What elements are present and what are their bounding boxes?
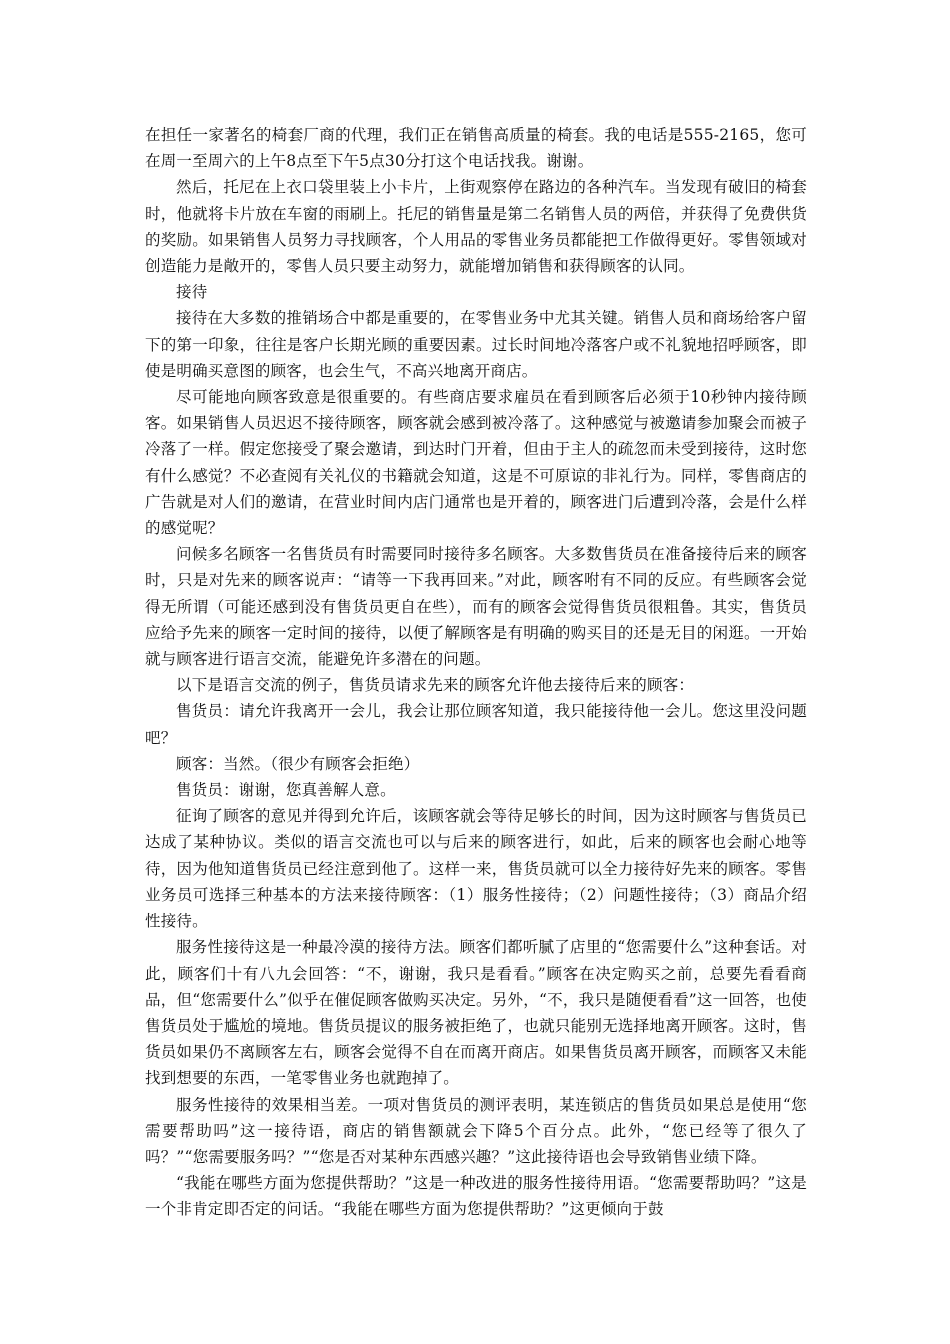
section-heading-reception: 接待 bbox=[176, 283, 208, 302]
paragraph-3: 接待在大多数的推销场合中都是重要的，在零售业务中尤其关键。销售人员和商场给客户留下的第一印象，往往是客户长期光顾的重要因素。过长时间地冷落客户或不礼貌地招呼顾客，即使是明确买意图的顾客，也会生气，不高兴地离开商店。 bbox=[145, 309, 807, 380]
paragraph-10: “我能在哪些方面为您提供帮助？”这是一种改进的服务性接待用语。“您需要帮助吗？”这是一个非肯定即否定的问话。“我能在哪些方面为您提供帮助？”这更倾向于鼓 bbox=[145, 1174, 807, 1219]
paragraph-1: 在担任一家著名的椅套厂商的代理，我们正在销售高质量的椅套。我的电话是555-2165，您可在周一至周六的上午8点至下午5点30分打这个电话找我。谢谢。 bbox=[145, 126, 807, 171]
paragraph-9: 服务性接待的效果相当差。一项对售货员的测评表明，某连锁店的售货员如果总是使用“您需要帮助吗”这一接待语，商店的销售额就会下降5个百分点。此外，“您已经等了很久了吗？”“您需要服务吗？”“您是否对某种东西感兴趣？”这此接待语也会导致销售业绩下降。 bbox=[145, 1095, 807, 1166]
dialogue-line-2: 顾客：当然。（很少有顾客会拒绝） bbox=[176, 754, 420, 773]
dialogue-line-3: 售货员：谢谢，您真善解人意。 bbox=[176, 781, 396, 800]
paragraph-6: 以下是语言交流的例子，售货员请求先来的顾客允许他去接待后来的顾客： bbox=[176, 676, 695, 695]
paragraph-8: 服务性接待这是一种最冷漠的接待方法。顾客们都听腻了店里的“您需要什么”这种套话。对此，顾客们十有八九会回答：“不，谢谢，我只是看看。”顾客在决定购买之前，总要先看看商品，但“您需要什么”似乎在催促顾客做购买决定。另外，“不，我只是随便看看”这一回答，也使售货员处于尴尬的境地。售货员提议的服务被拒绝了，也就只能别无选择地离开顾客。这时，售货员如果仍不离顾客左右，顾客会觉得不自在而离开商店。如果售货员离开顾客，而顾客又未能找到想要的东西，一笔零售业务也就跑掉了。 bbox=[145, 938, 807, 1088]
paragraph-2: 然后，托尼在上衣口袋里装上小卡片，上街观察停在路边的各种汽车。当发现有破旧的椅套时，他就将卡片放在车窗的雨刷上。托尼的销售量是第二名销售人员的两倍，并获得了免费供货的奖励。如果销售人员努力寻找顾客，个人用品的零售业务员都能把工作做得更好。零售领域对创造能力是敞开的，零售人员只要主动努力，就能增加销售和获得顾客的认同。 bbox=[145, 178, 807, 276]
paragraph-7: 征询了顾客的意见并得到允许后，该顾客就会等待足够长的时间，因为这时顾客与售货员已达成了某种协议。类似的语言交流也可以与后来的顾客进行，如此，后来的顾客也会耐心地等待，因为他知道售货员已经注意到他了。这样一来，售货员就可以全力接待好先来的顾客。零售业务员可选择三种基本的方法来接待顾客：（1）服务性接待；（2）问题性接待；（3）商品介绍性接待。 bbox=[145, 807, 807, 931]
dialogue-line-1: 售货员：请允许我离开一会儿，我会让那位顾客知道，我只能接待他一会儿。您这里没问题吧？ bbox=[145, 702, 807, 747]
document-page bbox=[145, 122, 807, 1223]
paragraph-4: 尽可能地向顾客致意是很重要的。有些商店要求雇员在看到顾客后必须于10秒钟内接待顾客。如果销售人员迟迟不接待顾客，顾客就会感到被冷落了。这种感觉与被邀请参加聚会而被子冷落了一样。假定您接受了聚会邀请，到达时门开着，但由于主人的疏忽而未受到接待，这时您有什么感觉？不必查阅有关礼仪的书籍就会知道，这是不可原谅的非礼行为。同样，零售商店的广告就是对人们的邀请，在营业时间内店门通常也是开着的，顾客进门后遭到冷落，会是什么样的感觉呢？ bbox=[145, 388, 807, 538]
paragraph-5: 问候多名顾客一名售货员有时需要同时接待多名顾客。大多数售货员在准备接待后来的顾客时，只是对先来的顾客说声：“请等一下我再回来。”对此，顾客咐有不同的反应。有些顾客会觉得无所谓（可能还感到没有售货员更自在些），而有的顾客会觉得售货员很粗鲁。其实，售货员应给予先来的顾客一定时间的接待，以便了解顾客是有明确的购买目的还是无目的闲逛。一开始就与顾客进行语言交流，能避免许多潜在的问题。 bbox=[145, 545, 807, 669]
